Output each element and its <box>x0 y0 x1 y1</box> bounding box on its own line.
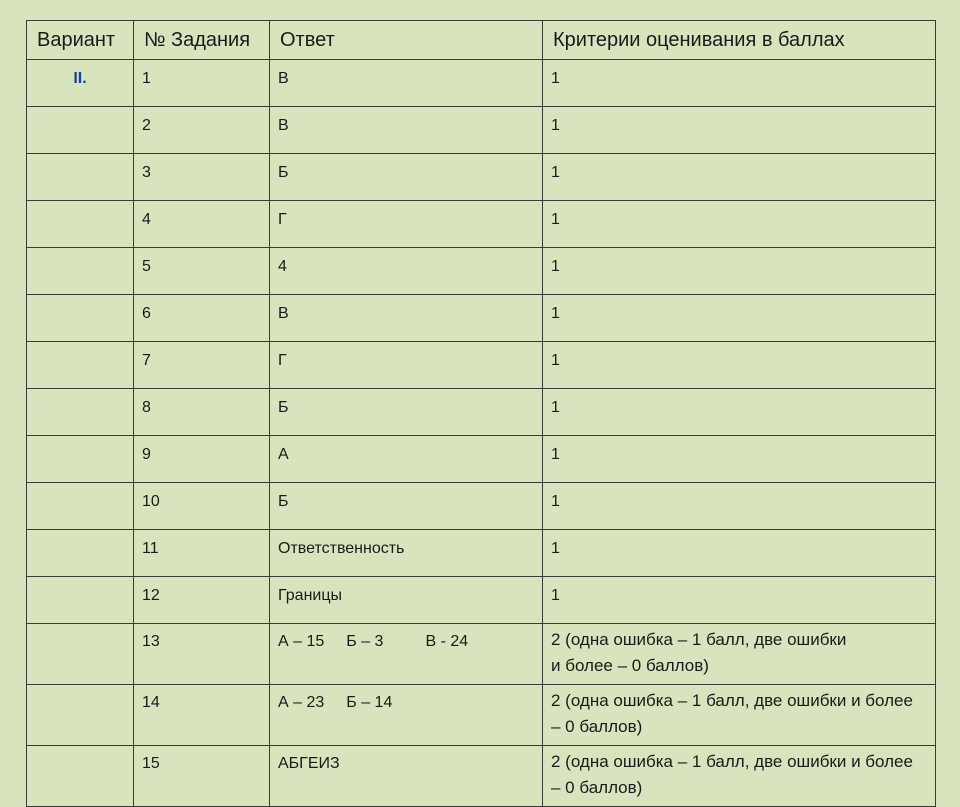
answer-part: Б – 3 <box>346 633 384 650</box>
answer-part: А – 15 <box>278 633 325 650</box>
criteria-cell: 1 <box>543 530 936 577</box>
table-row <box>27 389 936 436</box>
variant-cell <box>27 530 134 577</box>
criteria-cell: 1 <box>543 342 936 389</box>
task-number: 10 <box>134 483 270 530</box>
header-task-number: № Задания <box>134 21 270 60</box>
criteria-cell: 1 <box>543 436 936 483</box>
table-row <box>27 624 936 685</box>
criteria-cell: 1 <box>543 483 936 530</box>
answer-cell: В <box>270 295 543 342</box>
answer-cell <box>270 685 543 746</box>
answer-part: А – 23 <box>278 694 325 711</box>
header-answer: Ответ <box>270 21 543 60</box>
variant-cell <box>27 483 134 530</box>
task-number: 13 <box>134 624 270 685</box>
answer-part: Б – 14 <box>346 694 393 711</box>
table-row <box>27 483 936 530</box>
criteria-cell: 1 <box>543 389 936 436</box>
task-number: 9 <box>134 436 270 483</box>
variant-cell <box>27 342 134 389</box>
table-row <box>27 530 936 577</box>
answer-cell <box>270 624 543 685</box>
variant-cell <box>27 577 134 624</box>
answer-cell: Б <box>270 483 543 530</box>
answer-cell: Б <box>270 154 543 201</box>
answer-cell: 4 <box>270 248 543 295</box>
criteria-cell <box>543 685 936 746</box>
variant-cell <box>27 295 134 342</box>
variant-cell <box>27 248 134 295</box>
task-number: 3 <box>134 154 270 201</box>
criteria-cell: 1 <box>543 107 936 154</box>
criteria-cell: 1 <box>543 295 936 342</box>
criteria-cell: 1 <box>543 248 936 295</box>
answer-cell: Г <box>270 201 543 248</box>
task-number: 5 <box>134 248 270 295</box>
task-number: 14 <box>134 685 270 746</box>
variant-cell <box>27 746 134 807</box>
variant-cell <box>27 685 134 746</box>
task-number: 12 <box>134 577 270 624</box>
variant-cell <box>27 436 134 483</box>
criteria-cell: 1 <box>543 60 936 107</box>
task-number: 7 <box>134 342 270 389</box>
table-row <box>27 154 936 201</box>
task-number: 11 <box>134 530 270 577</box>
variant-cell <box>27 624 134 685</box>
criteria-cell: 1 <box>543 201 936 248</box>
table-row <box>27 685 936 746</box>
criteria-text: 2 (одна ошибка – 1 балл, две ошибки и более – 0 баллов) <box>551 630 847 675</box>
answer-cell: А <box>270 436 543 483</box>
answer-cell: В <box>270 107 543 154</box>
table-row <box>27 201 936 248</box>
answer-cell: Границы <box>270 577 543 624</box>
table-row <box>27 107 936 154</box>
table-row <box>27 295 936 342</box>
criteria-text: 2 (одна ошибка – 1 балл, две ошибки и более – 0 баллов) <box>551 752 913 797</box>
header-criteria: Критерии оценивания в баллах <box>543 21 936 60</box>
answer-cell: Ответственность <box>270 530 543 577</box>
variant-cell <box>27 107 134 154</box>
table-row <box>27 342 936 389</box>
criteria-cell: 1 <box>543 154 936 201</box>
answer-cell: Г <box>270 342 543 389</box>
criteria-cell <box>543 746 936 807</box>
variant-cell: II. <box>27 60 134 107</box>
table-row <box>27 248 936 295</box>
task-number: 6 <box>134 295 270 342</box>
variant-cell <box>27 389 134 436</box>
table-row <box>27 436 936 483</box>
answer-cell: Б <box>270 389 543 436</box>
answer-cell: В <box>270 60 543 107</box>
variant-cell <box>27 201 134 248</box>
criteria-cell <box>543 624 936 685</box>
variant-cell <box>27 154 134 201</box>
header-row <box>27 21 936 60</box>
answer-cell: АБГЕИЗ <box>270 746 543 807</box>
header-variant: Вариант <box>27 21 134 60</box>
answer-part: В - 24 <box>425 633 469 650</box>
task-number: 2 <box>134 107 270 154</box>
criteria-cell: 1 <box>543 577 936 624</box>
answer-key-table <box>26 20 936 807</box>
task-number: 15 <box>134 746 270 807</box>
task-number: 1 <box>134 60 270 107</box>
table-row <box>27 60 936 107</box>
criteria-text: 2 (одна ошибка – 1 балл, две ошибки и более – 0 баллов) <box>551 691 913 736</box>
task-number: 8 <box>134 389 270 436</box>
table-row <box>27 746 936 807</box>
task-number: 4 <box>134 201 270 248</box>
table-row <box>27 577 936 624</box>
